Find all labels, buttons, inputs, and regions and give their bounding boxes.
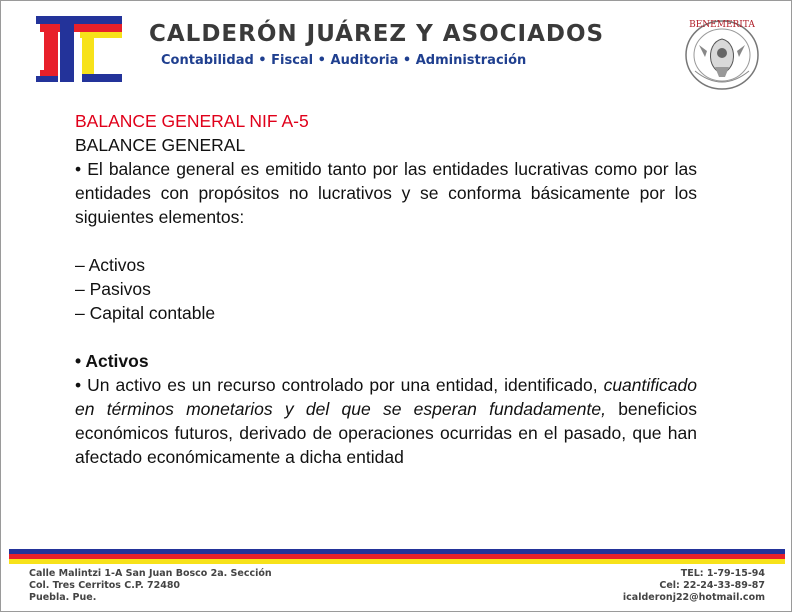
activos-italic: cuantificado en términos monetarios y del que se esperan fundadamente, xyxy=(75,375,697,419)
intro-paragraph: • El balance general es emitido tanto por las entidades lucrativas como por las entidades con propósitos no lucrativos y se conforma básicamente por los siguientes elementos: xyxy=(75,159,697,227)
activos-heading: • Activos xyxy=(75,351,149,371)
list-item: – Pasivos xyxy=(75,279,151,299)
address-line: Col. Tres Cerritos C.P. 72480 xyxy=(29,580,181,591)
cell-line: Cel: 22-24-33-89-87 xyxy=(659,580,765,591)
activos-tail: beneficios económicos futuros, derivado de operaciones ocurridas en el pasado, que han afectado económicamente a dicha entidad xyxy=(75,399,697,467)
firm-services: Contabilidad • Fiscal • Auditoria • Administración xyxy=(161,53,527,68)
footer-address xyxy=(29,568,272,604)
firm-name: CALDERÓN JUÁREZ Y ASOCIADOS xyxy=(149,21,605,47)
address-line: Puebla. Pue. xyxy=(29,592,97,603)
university-seal-icon xyxy=(677,11,767,93)
address-line: Calle Malintzi 1-A San Juan Bosco 2a. Sección xyxy=(29,568,272,579)
activos-definition xyxy=(75,373,697,469)
activos-lead: • Un activo es un recurso controlado por una entidad, identificado, xyxy=(75,375,598,395)
phone-line: TEL: 1-79-15-94 xyxy=(680,568,765,579)
list-item: – Activos xyxy=(75,255,146,275)
firm-logo-icon xyxy=(36,16,124,84)
content-block xyxy=(75,109,697,469)
list-item: – Capital contable xyxy=(75,303,216,323)
document-subtitle: BALANCE GENERAL xyxy=(75,135,246,155)
footer-contact xyxy=(623,568,765,604)
seal-text: BENEMERITA xyxy=(689,20,755,30)
document-title: BALANCE GENERAL NIF A-5 xyxy=(75,111,309,131)
footer-stripe-yellow xyxy=(9,559,785,564)
email-line: icalderonj22@hotmail.com xyxy=(622,592,765,603)
